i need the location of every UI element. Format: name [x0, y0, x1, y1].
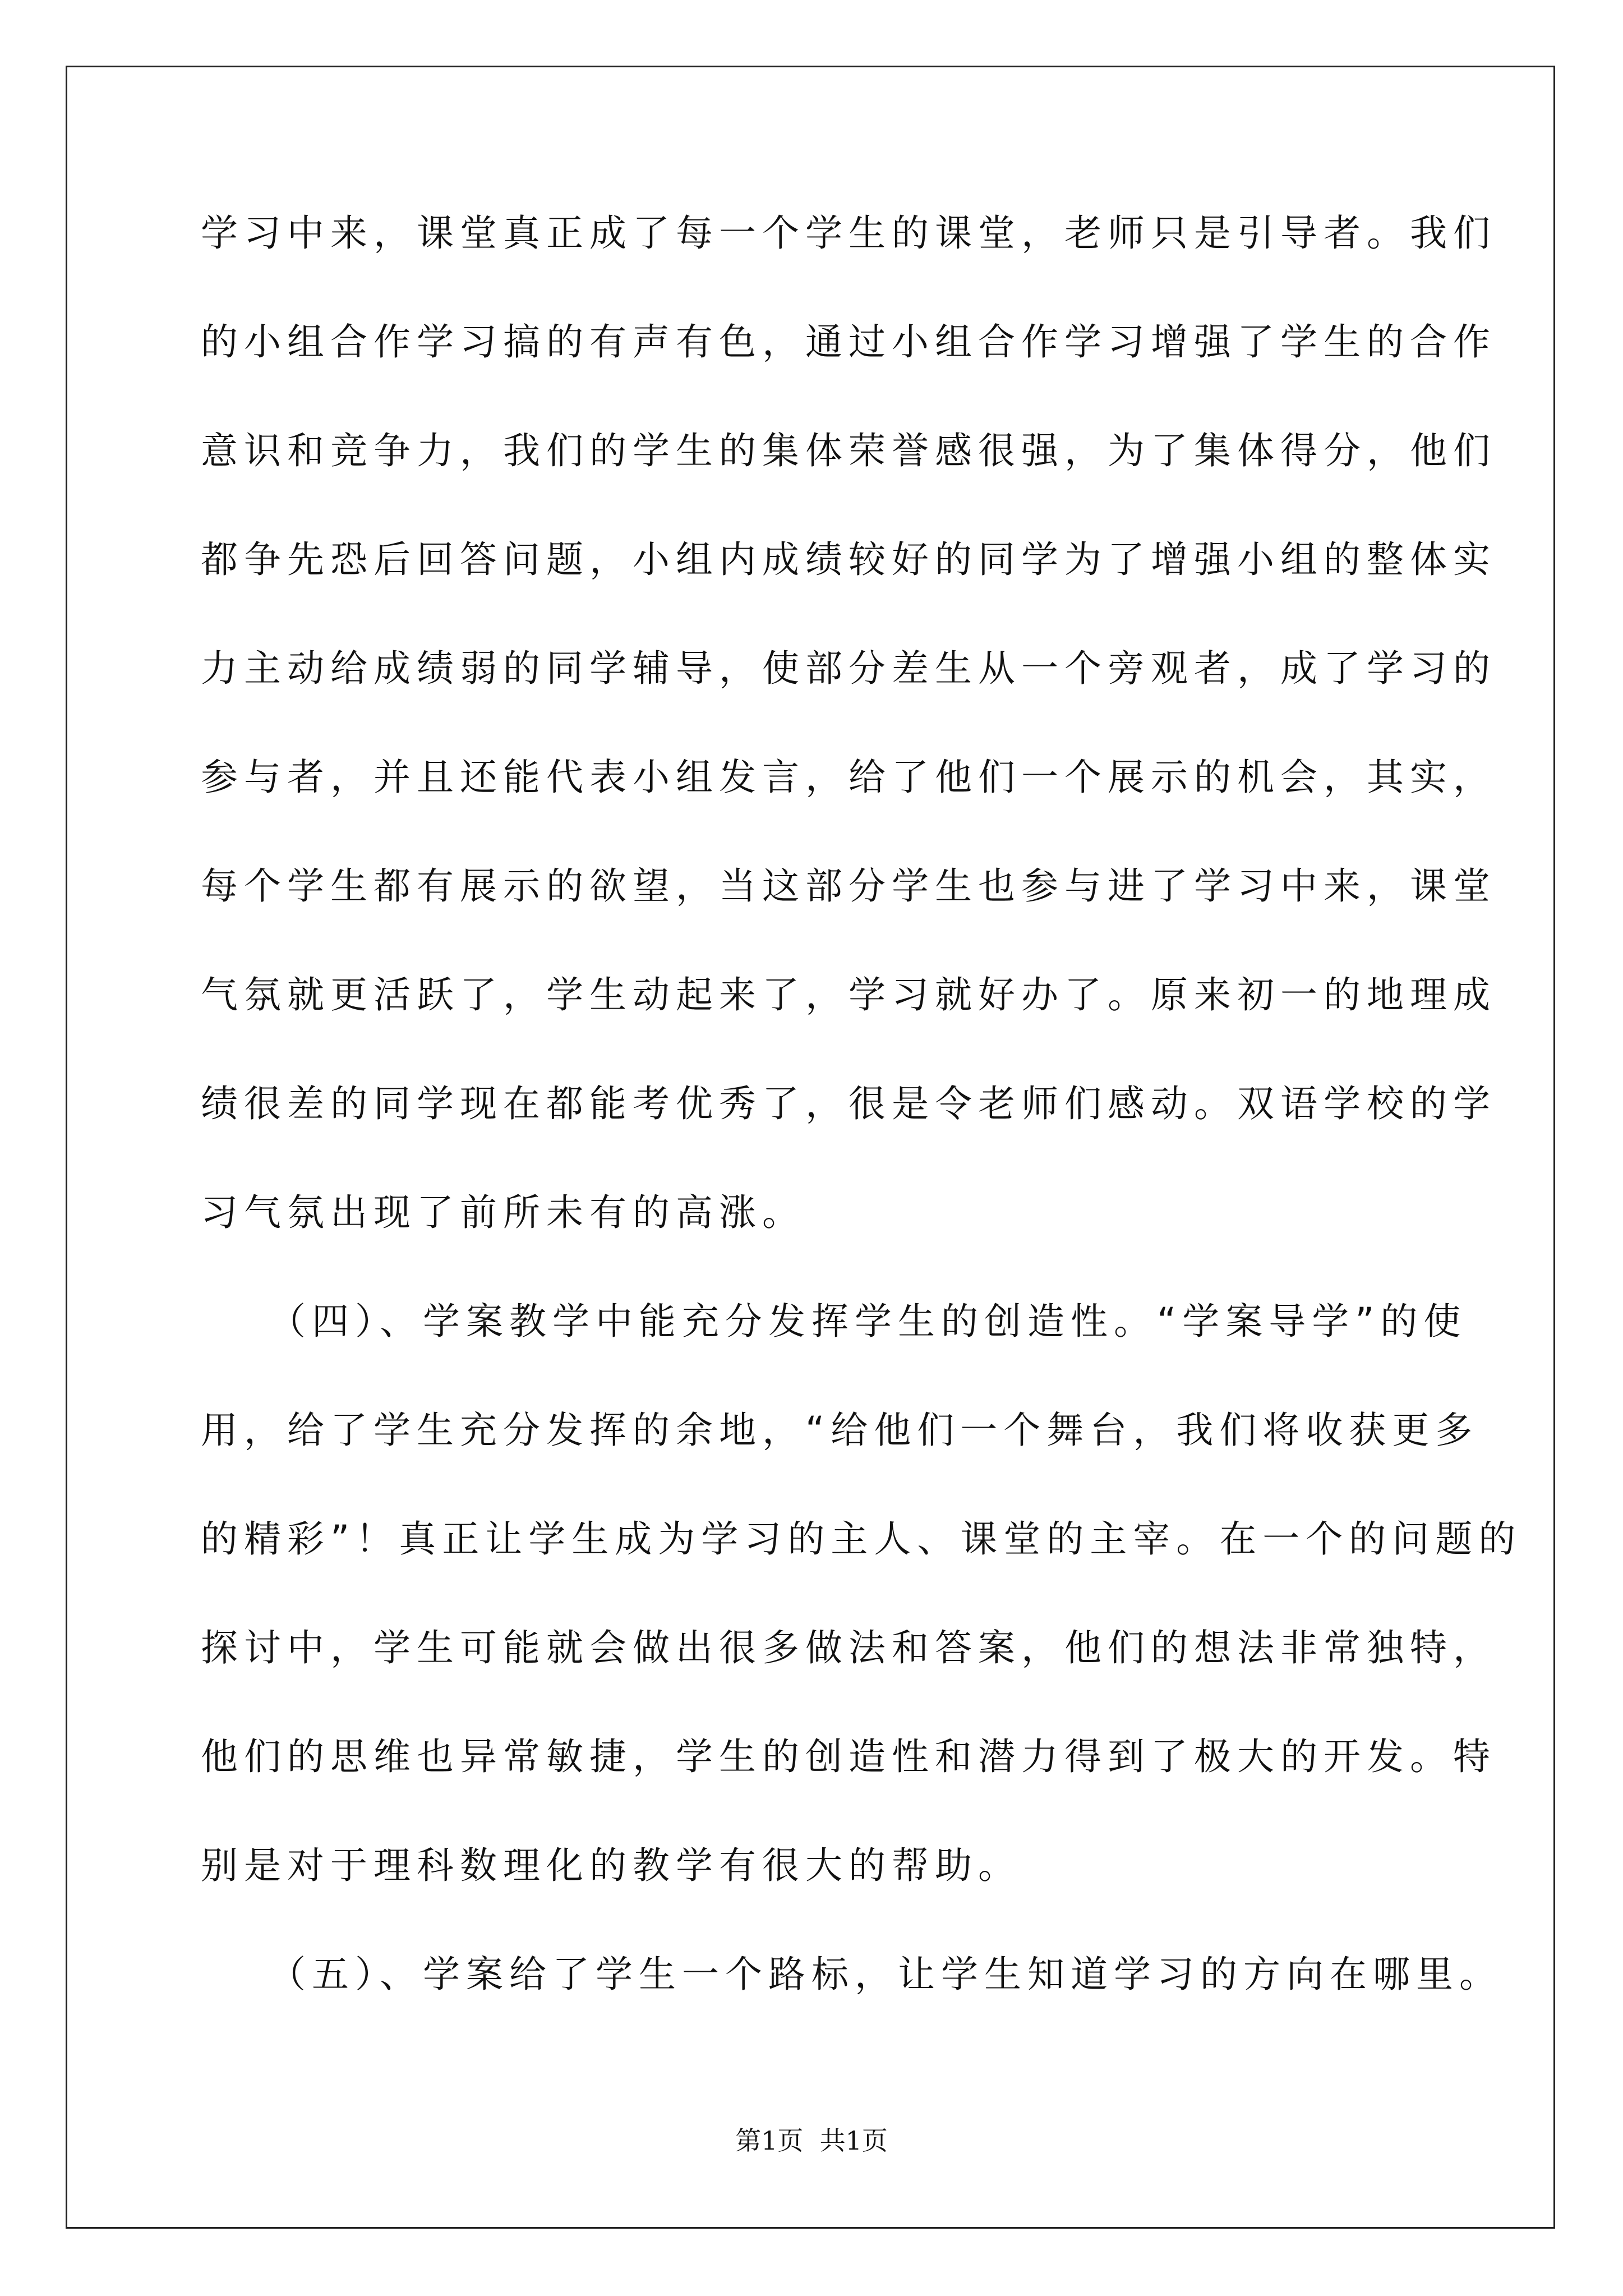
- text-line: 学习中来，课堂真正成了每一个学生的课堂，老师只是引导者。我们: [201, 211, 1496, 255]
- text-line: 气氛就更活跃了，学生动起来了，学习就好办了。原来初一的地理成: [201, 973, 1496, 1016]
- text-line: 力主动给成绩弱的同学辅导，使部分差生从一个旁观者，成了学习的: [201, 647, 1496, 690]
- text-line: 的小组合作学习搞的有声有色，通过小组合作学习增强了学生的合作: [201, 320, 1496, 364]
- text-line: 的精彩”！真正让学生成为学习的主人、课堂的主宰。在一个的问题的: [201, 1517, 1522, 1561]
- document-body: [201, 210, 1522, 1998]
- page-number-footer: 第1页 共1页: [735, 2125, 888, 2156]
- text-line: 每个学生都有展示的欲望，当这部分学生也参与进了学习中来，课堂: [201, 864, 1496, 908]
- text-line: 探讨中，学生可能就会做出很多做法和答案，他们的想法非常独特，: [201, 1626, 1496, 1669]
- text-line: 绩很差的同学现在都能考优秀了，很是令老师们感动。双语学校的学: [201, 1082, 1496, 1125]
- text-line: 用，给了学生充分发挥的余地，“给他们一个舞台，我们将收获更多: [201, 1409, 1479, 1452]
- text-line: （五）、学案给了学生一个路标，让学生知道学习的方向在哪里。: [201, 1953, 1502, 1996]
- text-line: 参与者，并且还能代表小组发言，给了他们一个展示的机会，其实，: [201, 756, 1496, 799]
- text-line: 别是对于理科数理化的教学有很大的帮助。: [201, 1844, 1021, 1887]
- text-line: 意识和竞争力，我们的学生的集体荣誉感很强，为了集体得分，他们: [201, 429, 1496, 472]
- text-line: （四）、学案教学中能充分发挥学生的创造性。“学案导学”的使: [201, 1300, 1467, 1343]
- text-line: 都争先恐后回答问题，小组内成绩较好的同学为了增强小组的整体实: [201, 538, 1496, 581]
- text-line: 习气氛出现了前所未有的高涨。: [201, 1191, 805, 1234]
- text-line: 他们的思维也异常敏捷，学生的创造性和潜力得到了极大的开发。特: [201, 1735, 1496, 1778]
